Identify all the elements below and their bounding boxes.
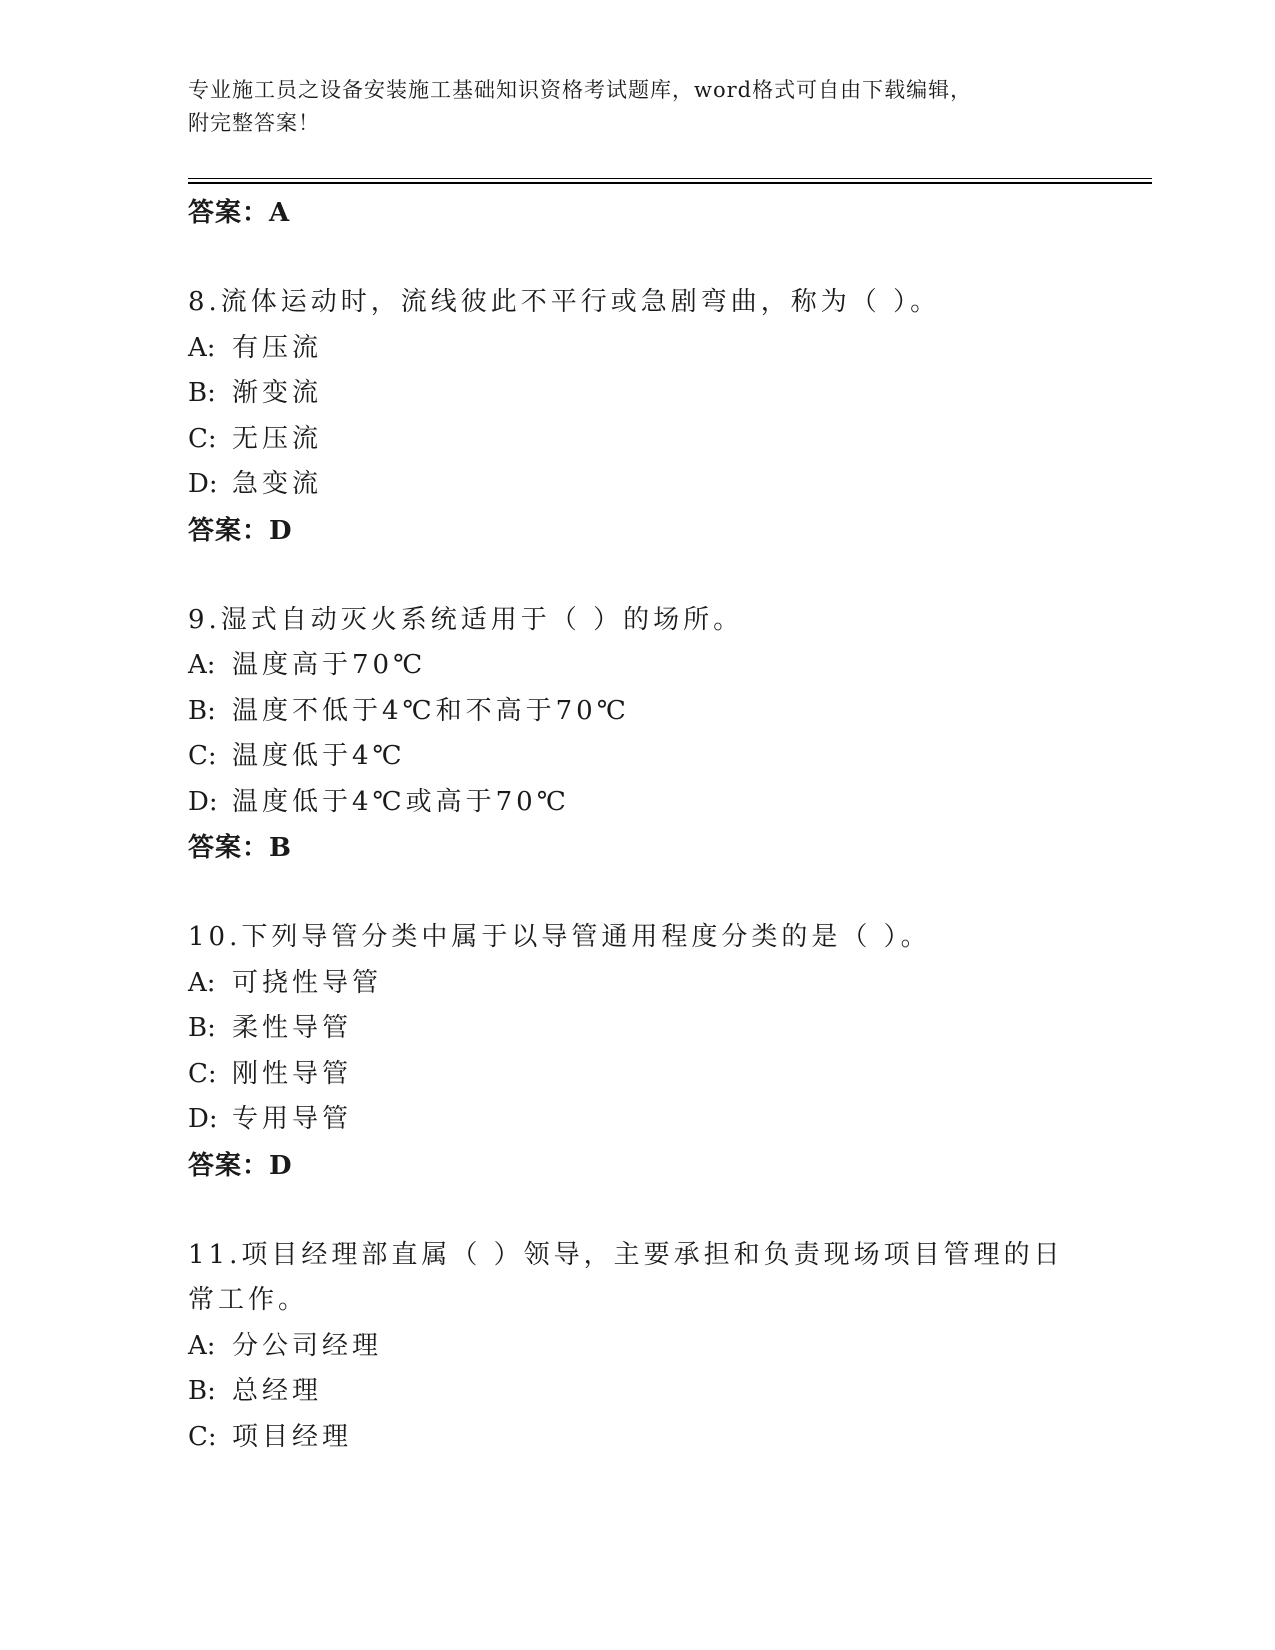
question-text: 11.项目经理部直属（ ）领导，主要承担和负责现场项目管理的日常工作。 xyxy=(188,1239,1064,1315)
option-c xyxy=(188,734,1068,780)
option-letter: C: xyxy=(188,741,217,771)
option-text: 渐变流 xyxy=(232,378,323,408)
option-text: 急变流 xyxy=(232,469,323,499)
option-a xyxy=(188,1324,1068,1370)
option-text: 分公司经理 xyxy=(232,1330,383,1361)
document-header xyxy=(188,74,1068,140)
header-line-1: 专业施工员之设备安装施工基础知识资格考试题库，word格式可自由下载编辑， xyxy=(188,78,973,102)
option-letter: D: xyxy=(188,1104,218,1134)
option-text: 项目经理 xyxy=(232,1421,353,1452)
option-letter: B: xyxy=(188,378,216,408)
option-text: 专用导管 xyxy=(232,1104,353,1134)
option-d xyxy=(188,780,1068,826)
option-text: 温度不低于4℃和不高于70℃ xyxy=(232,695,630,726)
option-c xyxy=(188,1052,1068,1098)
option-c xyxy=(188,417,1068,463)
option-letter: D: xyxy=(188,469,218,499)
option-text: 可挠性导管 xyxy=(232,967,383,998)
option-text: 无压流 xyxy=(232,423,323,454)
question-item xyxy=(188,915,1068,1189)
question-item xyxy=(188,1233,1068,1461)
option-text: 温度高于70℃ xyxy=(232,650,427,680)
question-text: 8.流体运动时，流线彼此不平行或急剧弯曲，称为（ ）。 xyxy=(188,287,941,317)
option-letter: A: xyxy=(188,967,216,998)
header-divider-thin xyxy=(188,178,1152,179)
option-letter: C: xyxy=(188,1058,217,1089)
option-b xyxy=(188,371,1068,417)
header-line-2: 附完整答案！ xyxy=(188,111,320,135)
option-text: 有压流 xyxy=(232,332,323,363)
option-a xyxy=(188,326,1068,372)
option-text: 柔性导管 xyxy=(232,1013,353,1043)
option-letter: C: xyxy=(188,423,217,454)
option-d xyxy=(188,462,1068,508)
option-b xyxy=(188,689,1068,735)
question-item xyxy=(188,598,1068,872)
option-b xyxy=(188,1369,1068,1415)
option-b xyxy=(188,1006,1068,1052)
question-item xyxy=(188,280,1068,554)
option-a xyxy=(188,961,1068,1007)
option-letter: B: xyxy=(188,695,216,726)
question-text: 10.下列导管分类中属于以导管通用程度分类的是（ ）。 xyxy=(188,922,931,952)
option-text: 温度低于4℃或高于70℃ xyxy=(232,786,570,817)
question-text: 9.湿式自动灭火系统适用于（ ）的场所。 xyxy=(188,604,744,635)
option-text: 总经理 xyxy=(232,1376,323,1406)
answer-line: 答案：D xyxy=(188,515,293,546)
option-a xyxy=(188,643,1068,689)
header-divider-thick xyxy=(188,182,1152,184)
option-letter: C: xyxy=(188,1421,217,1452)
option-letter: D: xyxy=(188,786,218,817)
question-list xyxy=(188,190,1068,1460)
option-letter: B: xyxy=(188,1376,216,1406)
option-letter: A: xyxy=(188,650,216,680)
answer-line: 答案：A xyxy=(188,198,291,228)
option-letter: B: xyxy=(188,1013,216,1043)
option-text: 刚性导管 xyxy=(232,1058,353,1089)
option-text: 温度低于4℃ xyxy=(232,741,406,771)
option-letter: A: xyxy=(188,332,216,363)
answer-line: 答案：B xyxy=(188,833,292,863)
option-c xyxy=(188,1415,1068,1461)
answer-line: 答案：D xyxy=(188,1150,293,1181)
option-d xyxy=(188,1097,1068,1143)
option-letter: A: xyxy=(188,1330,216,1361)
